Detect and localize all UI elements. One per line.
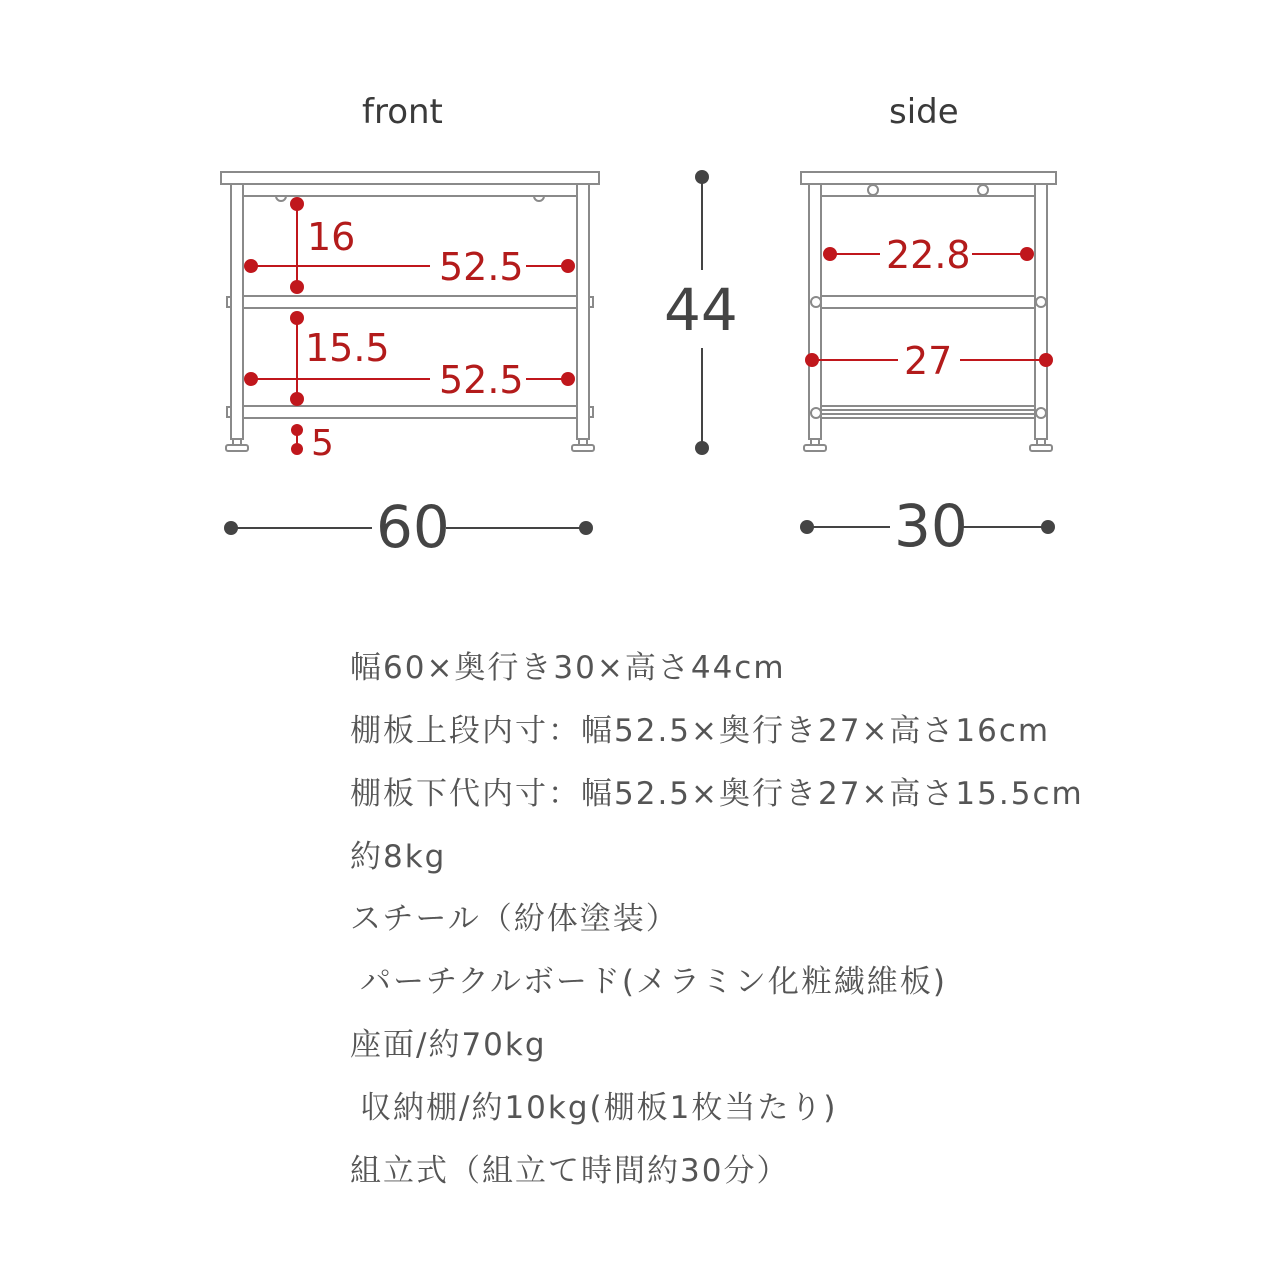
spec-value: 棚板上段内寸：幅52.5×奥行き27×高さ16cm [350, 713, 1051, 749]
lower-width-right-point [561, 372, 575, 386]
drawings [0, 0, 1280, 600]
lower-depth-label: 27 [904, 339, 953, 383]
foot-height-label: 5 [311, 423, 334, 464]
spec-value: 棚板下代内寸：幅52.5×奥行き27×高さ15.5cm [350, 776, 1084, 812]
side-frame [801, 172, 1056, 451]
upper-depth-right-point [1020, 247, 1034, 261]
lower-height-top-point [290, 311, 304, 325]
upper-width-right-point [561, 259, 575, 273]
upper-depth-label: 22.8 [886, 233, 971, 277]
spec-value: パーチクルボード(メラミン化粧繊維板) [360, 964, 948, 1000]
spec-value: 幅60×奥行き30×高さ44cm [350, 650, 786, 686]
spec-value: 約8kg [350, 839, 447, 875]
foot-bottom-point [291, 443, 303, 455]
lower-width-left-point [244, 372, 258, 386]
spec-value: 座面/約70kg [350, 1027, 547, 1063]
upper-height-bottom-point [290, 280, 304, 294]
spec-value: スチール（紛体塗装） [350, 901, 679, 937]
spec-value: 収納棚/約10kg(棚板1枚当たり) [360, 1090, 838, 1126]
total-depth-label: 30 [894, 492, 968, 560]
foot-top-point [291, 424, 303, 436]
total-width-label: 60 [376, 493, 450, 561]
lower-depth-right-point [1039, 353, 1053, 367]
lower-height-bottom-point [290, 392, 304, 406]
upper-width-label: 52.5 [439, 245, 524, 289]
front-frame [221, 172, 599, 451]
side-view-title: side [889, 92, 959, 132]
lower-height-label: 15.5 [305, 326, 390, 370]
front-view-title: front [362, 92, 443, 132]
lower-width-label: 52.5 [439, 358, 524, 402]
total-height-label: 44 [664, 276, 738, 344]
upper-height-top-point [290, 197, 304, 211]
spec-value: 組立式（組立て時間約30分） [350, 1153, 790, 1189]
upper-height-label: 16 [307, 215, 356, 259]
lower-depth-left-point [805, 353, 819, 367]
upper-width-left-point [244, 259, 258, 273]
upper-depth-left-point [823, 247, 837, 261]
